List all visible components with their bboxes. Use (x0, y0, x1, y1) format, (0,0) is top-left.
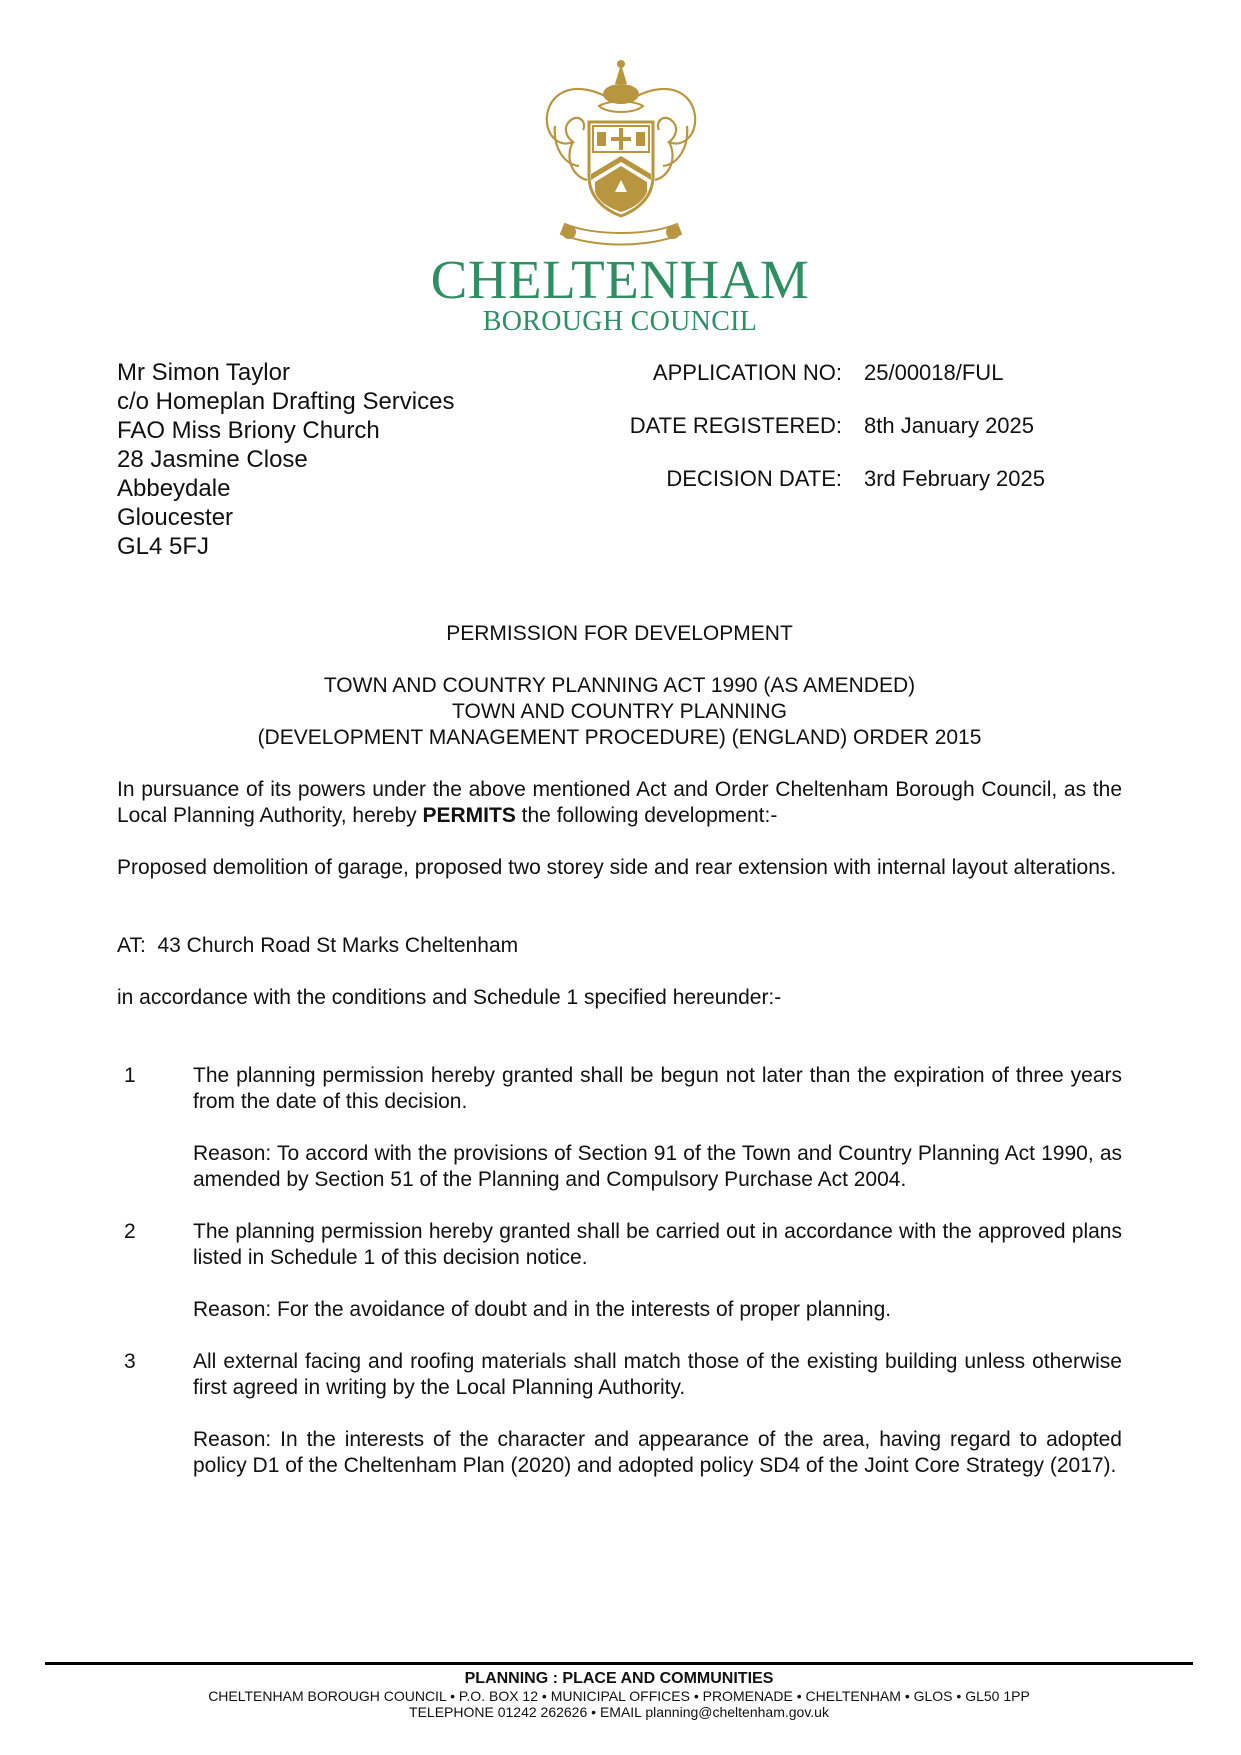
condition-reason: Reason: In the interests of the character and appearance of the area, having regard to adopted policy D1 of the Cheltenham Plan (2020) and adopted policy SD4 of the Joint Core Strategy (2017). (193, 1428, 1122, 1477)
act-line-2: TOWN AND COUNTRY PLANNING (452, 700, 787, 723)
condition-text: The planning permission hereby granted shall be begun not later than the expiration of three years from the date of this decision. (193, 1064, 1122, 1113)
site-label: AT: (117, 934, 146, 957)
site-address: 43 Church Road St Marks Cheltenham (157, 934, 519, 957)
recipient-address (117, 358, 454, 561)
condition-reason: Reason: To accord with the provisions of Section 91 of the Town and Country Planning Act 1990, as amended by Section 51 of the Planning and Compulsory Purchase Act 2004. (193, 1142, 1122, 1191)
address-line: Gloucester (117, 504, 234, 531)
application-meta-values (864, 358, 1124, 517)
document-title: PERMISSION FOR DEVELOPMENT (446, 622, 793, 645)
decision-date: 3rd February 2025 (864, 466, 1045, 491)
footer-divider (45, 1662, 1193, 1665)
application-number: 25/00018/FUL (864, 360, 1004, 385)
condition-number: 1 (124, 1064, 136, 1087)
address-line: Mr Simon Taylor (117, 359, 290, 386)
footer-address: CHELTENHAM BOROUGH COUNCIL • P.O. BOX 12 • MUNICIPAL OFFICES • PROMENADE • CHELTENHAM • GLOS • GL50 1PP (208, 1688, 1030, 1704)
council-crest-logo (535, 56, 707, 256)
condition-number: 3 (124, 1350, 136, 1373)
act-line-3: (DEVELOPMENT MANAGEMENT PROCEDURE) (ENGLAND) ORDER 2015 (257, 726, 982, 749)
footer-contact: TELEPHONE 01242 262626 • EMAIL planning@cheltenham.gov.uk (409, 1704, 829, 1720)
intro-paragraph (117, 777, 1122, 829)
act-line-1: TOWN AND COUNTRY PLANNING ACT 1990 (AS AMENDED) (323, 674, 916, 697)
intro-text-end: the following development:- (515, 804, 778, 827)
proposal-description: Proposed demolition of garage, proposed two storey side and rear extension with internal layout alterations. (117, 856, 1117, 879)
intro-text: In pursuance of its powers under the above mentioned Act and Order Cheltenham Borough Council, as the Local Planning Authority, hereby (117, 778, 1122, 827)
site-address-line (117, 933, 1122, 959)
condition-reason: Reason: For the avoidance of doubt and in the interests of proper planning. (193, 1298, 892, 1321)
accordance-statement: in accordance with the conditions and Schedule 1 specified hereunder:- (117, 986, 782, 1009)
council-name: CHELTENHAM (430, 249, 810, 310)
condition-text: All external facing and roofing materials shall match those of the existing building unless otherwise first agreed in writing by the Local Planning Authority. (193, 1350, 1122, 1399)
condition-text: The planning permission hereby granted shall be carried out in accordance with the approved plans listed in Schedule 1 of this decision notice. (193, 1220, 1122, 1269)
council-subtitle: BOROUGH COUNCIL (482, 306, 758, 337)
address-line: FAO Miss Briony Church (117, 417, 380, 444)
address-line: Abbeydale (117, 475, 231, 502)
address-line: 28 Jasmine Close (117, 446, 308, 473)
footer-title: PLANNING : PLACE AND COMMUNITIES (464, 1670, 774, 1687)
decision-date-label: DECISION DATE: (666, 466, 842, 491)
permits-keyword: PERMITS (422, 804, 516, 827)
application-number-label: APPLICATION NO: (652, 360, 842, 385)
condition-number: 2 (124, 1220, 136, 1243)
address-line: GL4 5FJ (117, 533, 210, 560)
application-meta-labels (560, 358, 842, 517)
date-registered: 8th January 2025 (864, 413, 1035, 438)
address-line: c/o Homeplan Drafting Services (117, 388, 455, 415)
date-registered-label: DATE REGISTERED: (629, 413, 842, 438)
